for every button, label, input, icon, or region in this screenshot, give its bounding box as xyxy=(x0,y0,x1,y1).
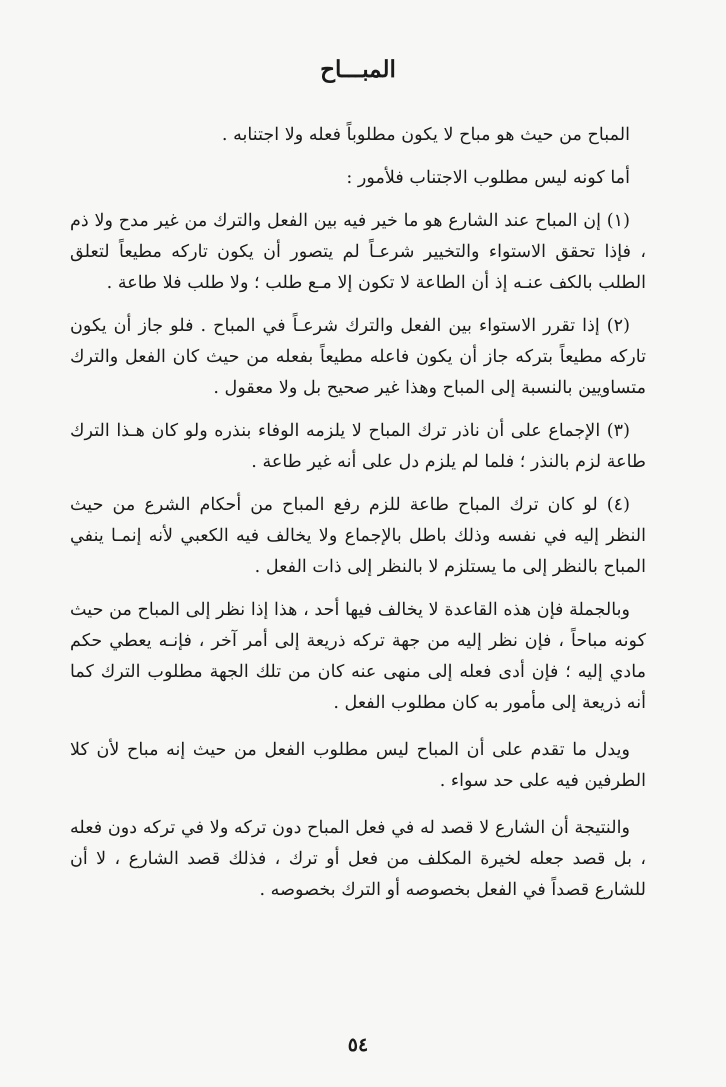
page-title: المبـــاح xyxy=(320,56,396,83)
paragraph-reason-1: (١) إن المباح عند الشارع هو ما خير فيه بين الفعل والترك من غير مدح ولا ذم ، فإذا تحقق الاستواء والتخيير شرعـاً لم يتصور أن يكون تاركه مطيعاً لتعلق الطلب بالكف عنـه إذ أن الطاعة لا تكون إلا مـع طلب ؛ ولا طلب فلا طاعة . xyxy=(70,211,646,293)
paragraph-evidence: ويدل ما تقدم على أن المباح ليس مطلوب الفعل من حيث إنه مباح لأن كلا الطرفين فيه على حد سواء . xyxy=(70,740,646,791)
paragraph-summary: وبالجملة فإن هذه القاعدة لا يخالف فيها أحد ، هذا إذا نظر إلى المباح من حيث كونه مباحاً ، فإن نظر إليه من جهة تركه ذريعة إلى أمر آخر ، فإنـه يعطي حكم مادي إليه ؛ فإن أدى فعله إلى منهى عنه كان من تلك الجهة مطلوب الترك كما أنه ذريعة إلى مأمور به كان مطلوب الفعل . xyxy=(70,600,646,713)
page-number: ٥٤ xyxy=(347,1034,369,1056)
paragraph-reason-2: (٢) إذا تقرر الاستواء بين الفعل والترك شرعـاً في المباح . فلو جاز أن يكون تاركه مطيعاً بتركه جاز أن يكون فاعله مطيعاً بفعله من حيث كان الفعل والترك متساويين بالنسبة إلى المباح وهذا غير صحيح بل ولا معقول . xyxy=(70,316,646,398)
paragraph-conclusion: والنتيجة أن الشارع لا قصد له في فعل المباح دون تركه ولا في تركه دون فعله ، بل قصد جعله لخيرة المكلف من فعل أو ترك ، فذلك قصد الشارع ، لا أن للشارع قصداً في الفعل بخصوصه أو الترك بخصوصه . xyxy=(70,818,646,900)
paragraph-reasons-heading: أما كونه ليس مطلوب الاجتناب فلأمور : xyxy=(346,168,630,188)
paragraph-intro: المباح من حيث هو مباح لا يكون مطلوباً فعله ولا اجتنابه . xyxy=(221,125,630,145)
paragraph-reason-4: (٤) لو كان ترك المباح طاعة للزم رفع المباح من أحكام الشرع من حيث النظر إليه في نفسه وذلك باطل بالإجماع ولا يخالف فيه الكعبي لأنه إنمـا ينفي المباح بالنظر إلى ما يستلزم لا بالنظر إلى ذات الفعل . xyxy=(70,495,646,577)
paragraph-reason-3: (٣) الإجماع على أن ناذر ترك المباح لا يلزمه الوفاء بنذره ولو كان هـذا الترك طاعة لزم بالنذر ؛ فلما لم يلزم دل على أنه غير طاعة . xyxy=(70,421,646,472)
document-page xyxy=(70,50,646,1060)
